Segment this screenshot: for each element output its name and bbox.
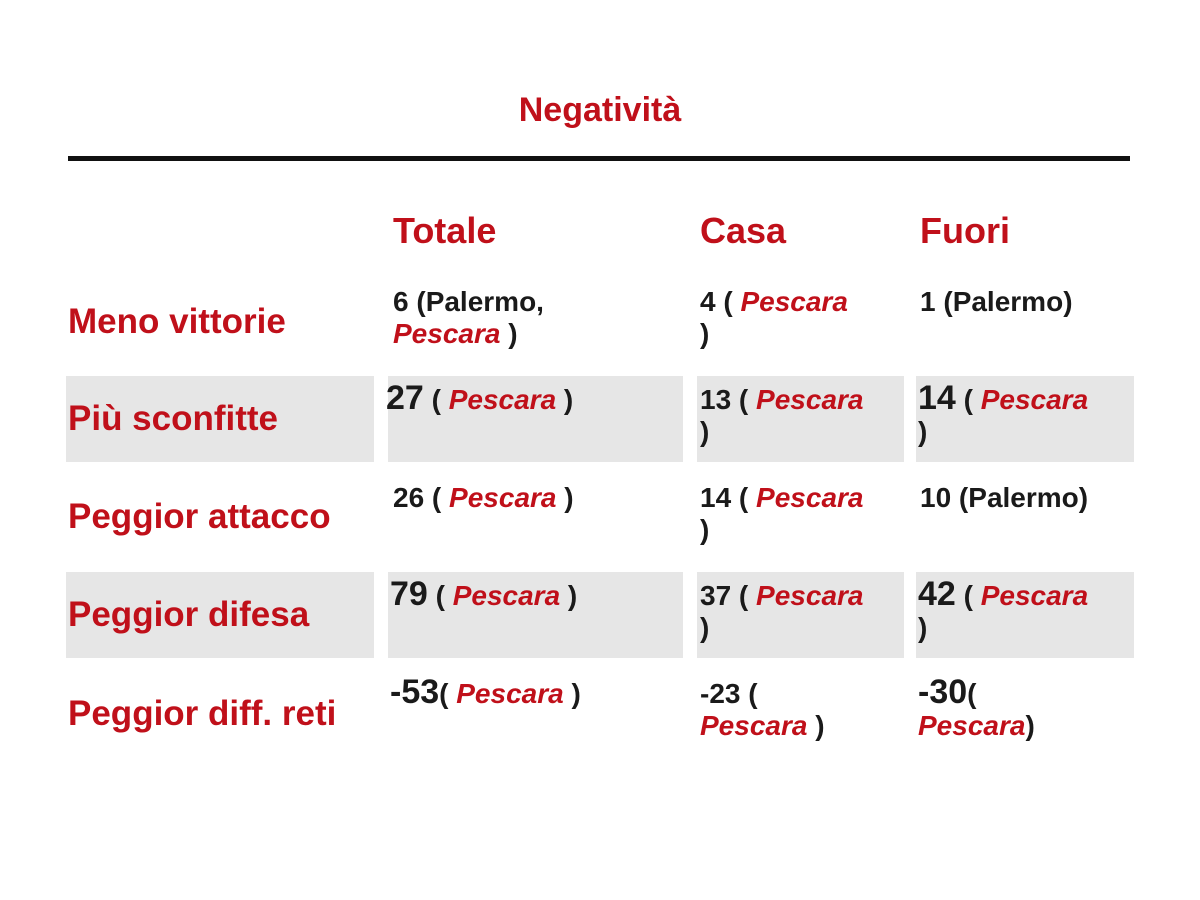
row-label-meno-vittorie: Meno vittorie — [68, 302, 286, 341]
cell-piu-sconfitte-totale: 27 ( Pescara ) — [386, 379, 574, 417]
column-header-totale: Totale — [393, 210, 497, 251]
cell-peggior-difesa-casa: 37 ( Pescara ) — [700, 580, 864, 643]
row-label-peggior-attacco: Peggior attacco — [68, 497, 331, 536]
cell-piu-sconfitte-fuori: 14 ( Pescara ) — [918, 379, 1089, 447]
cell-meno-vittorie-totale: 6 (Palermo, Pescara ) — [393, 286, 544, 349]
column-header-casa: Casa — [700, 210, 787, 251]
cell-peggior-diff-reti-casa: -23 ( Pescara ) — [700, 678, 825, 741]
cell-meno-vittorie-casa: 4 ( Pescara ) — [700, 286, 848, 349]
column-header-fuori: Fuori — [920, 210, 1010, 251]
row-label-piu-sconfitte: Più sconfitte — [68, 399, 279, 438]
cell-peggior-difesa-totale: 79 ( Pescara ) — [390, 575, 578, 613]
cell-peggior-difesa-fuori: 42 ( Pescara ) — [918, 575, 1089, 643]
cell-peggior-attacco-fuori: 10 (Palermo) — [920, 482, 1089, 513]
row-label-peggior-difesa: Peggior difesa — [68, 595, 310, 634]
cell-piu-sconfitte-casa: 13 ( Pescara ) — [700, 384, 864, 447]
cell-meno-vittorie-fuori: 1 (Palermo) — [920, 286, 1073, 317]
cell-peggior-diff-reti-fuori: -30( Pescara) — [918, 673, 1035, 741]
row-label-peggior-diff-reti: Peggior diff. reti — [68, 694, 337, 733]
cell-peggior-diff-reti-totale: -53( Pescara ) — [390, 673, 581, 711]
title-divider — [68, 156, 1130, 161]
cell-peggior-attacco-casa: 14 ( Pescara ) — [700, 482, 864, 545]
cell-peggior-attacco-totale: 26 ( Pescara ) — [393, 482, 574, 513]
page-title: Negatività — [518, 91, 682, 129]
